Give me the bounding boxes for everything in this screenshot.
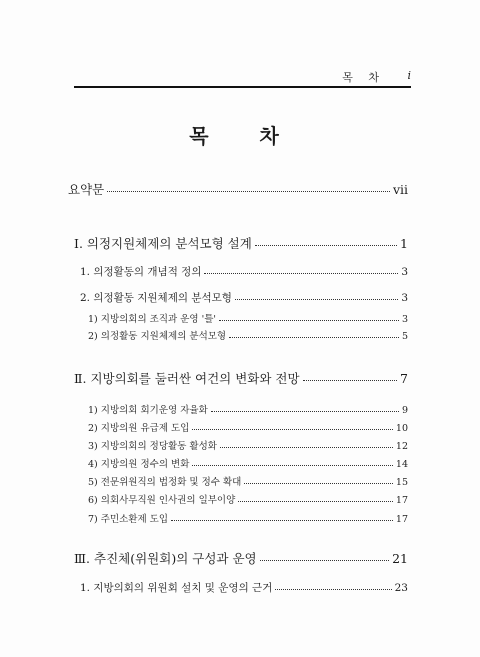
- toc-entry-page: 21: [392, 551, 408, 566]
- toc-entry-chapter-1[interactable]: [74, 234, 408, 252]
- toc-entry-page: 23: [394, 582, 408, 594]
- toc-entry-label: Ⅱ. 지방의회를 둘러싼 여건의 변화와 전망: [74, 371, 300, 386]
- dot-leader: [235, 299, 398, 300]
- toc-entry-subsection[interactable]: [88, 511, 408, 525]
- dot-leader: [220, 447, 393, 448]
- toc-entry-page: 17: [395, 514, 408, 525]
- toc-entry-label: 1. 지방의회의 위원회 설치 및 운영의 근거: [80, 582, 273, 594]
- dot-leader: [192, 465, 393, 466]
- toc-entry-page: 9: [401, 405, 408, 416]
- dot-leader: [244, 483, 393, 484]
- dot-leader: [204, 273, 398, 274]
- toc-entry-label: 1) 지방의회 회기운영 자율화: [88, 405, 208, 416]
- header-page-number: i: [407, 69, 411, 82]
- toc-entry-page: 1: [400, 236, 408, 251]
- running-header: [74, 64, 411, 88]
- dot-leader: [171, 520, 393, 521]
- page-title: 목 차: [189, 124, 301, 148]
- toc-entry-page: 7: [400, 371, 408, 386]
- dot-leader: [260, 560, 389, 561]
- toc-entry-label: 6) 의회사무직원 인사권의 일부이양: [88, 495, 236, 506]
- toc-entry-subsection[interactable]: [88, 420, 408, 434]
- dot-leader: [229, 337, 399, 338]
- dot-leader: [192, 429, 393, 430]
- toc-entry-page: 14: [395, 459, 408, 470]
- dot-leader: [275, 589, 391, 590]
- toc-entry-subsection[interactable]: [88, 311, 408, 325]
- toc-entry-page: 3: [401, 266, 408, 278]
- toc-entry-label: 1. 의정활동의 개념적 정의: [80, 266, 202, 278]
- dot-leader: [219, 320, 399, 321]
- toc-entry-label: 3) 지방의회의 정당활동 활성화: [88, 441, 217, 452]
- toc-entry-section[interactable]: [80, 264, 408, 279]
- toc-entry-chapter-2[interactable]: [74, 369, 408, 387]
- toc-entry-page: 10: [395, 423, 408, 434]
- toc-entry-subsection[interactable]: [88, 402, 408, 416]
- toc-entry-subsection[interactable]: [88, 438, 408, 452]
- toc-entry-label: 5) 전문위원직의 법정화 및 정수 확대: [88, 477, 242, 488]
- toc-entry-label: 1) 지방의회의 조직과 운영 '틀': [88, 314, 217, 325]
- toc-entry-page: 12: [395, 441, 408, 452]
- toc-entry-summary[interactable]: [68, 180, 408, 198]
- toc-entry-label: Ⅲ. 추진체(위원회)의 구성과 운영: [74, 551, 257, 566]
- dot-leader: [107, 191, 390, 192]
- toc-entry-subsection[interactable]: [88, 474, 408, 488]
- toc-entry-label: 2) 지방의원 유급제 도입: [88, 423, 190, 434]
- toc-entry-page: vii: [392, 182, 408, 197]
- toc-entry-page: 15: [395, 477, 408, 488]
- toc-entry-subsection[interactable]: [88, 492, 408, 506]
- toc-entry-label: 2) 의정활동 지원체제의 분석모형: [88, 331, 227, 342]
- toc-entry-label: 요약문: [68, 182, 105, 197]
- toc-entry-page: 17: [395, 495, 408, 506]
- toc-entry-label: 2. 의정활동 지원체제의 분석모형: [80, 292, 232, 304]
- toc-entry-section[interactable]: [80, 580, 408, 595]
- dot-leader: [303, 380, 398, 381]
- dot-leader: [211, 411, 399, 412]
- toc-entry-chapter-3[interactable]: [74, 549, 408, 567]
- dot-leader: [238, 501, 393, 502]
- toc-entry-page: 3: [401, 314, 408, 325]
- toc-entry-subsection[interactable]: [88, 456, 408, 470]
- toc-entry-label: 4) 지방의원 정수의 변화: [88, 459, 190, 470]
- header-title: 목 차: [342, 71, 385, 84]
- toc-entry-label: Ⅰ. 의정지원체제의 분석모형 설계: [74, 236, 252, 251]
- toc-entry-page: 3: [401, 292, 408, 304]
- dot-leader: [255, 245, 397, 246]
- toc-entry-label: 7) 주민소환제 도입: [88, 514, 169, 525]
- toc-entry-section[interactable]: [80, 290, 408, 305]
- toc-entry-page: 5: [401, 331, 408, 342]
- toc-entry-subsection[interactable]: [88, 328, 408, 342]
